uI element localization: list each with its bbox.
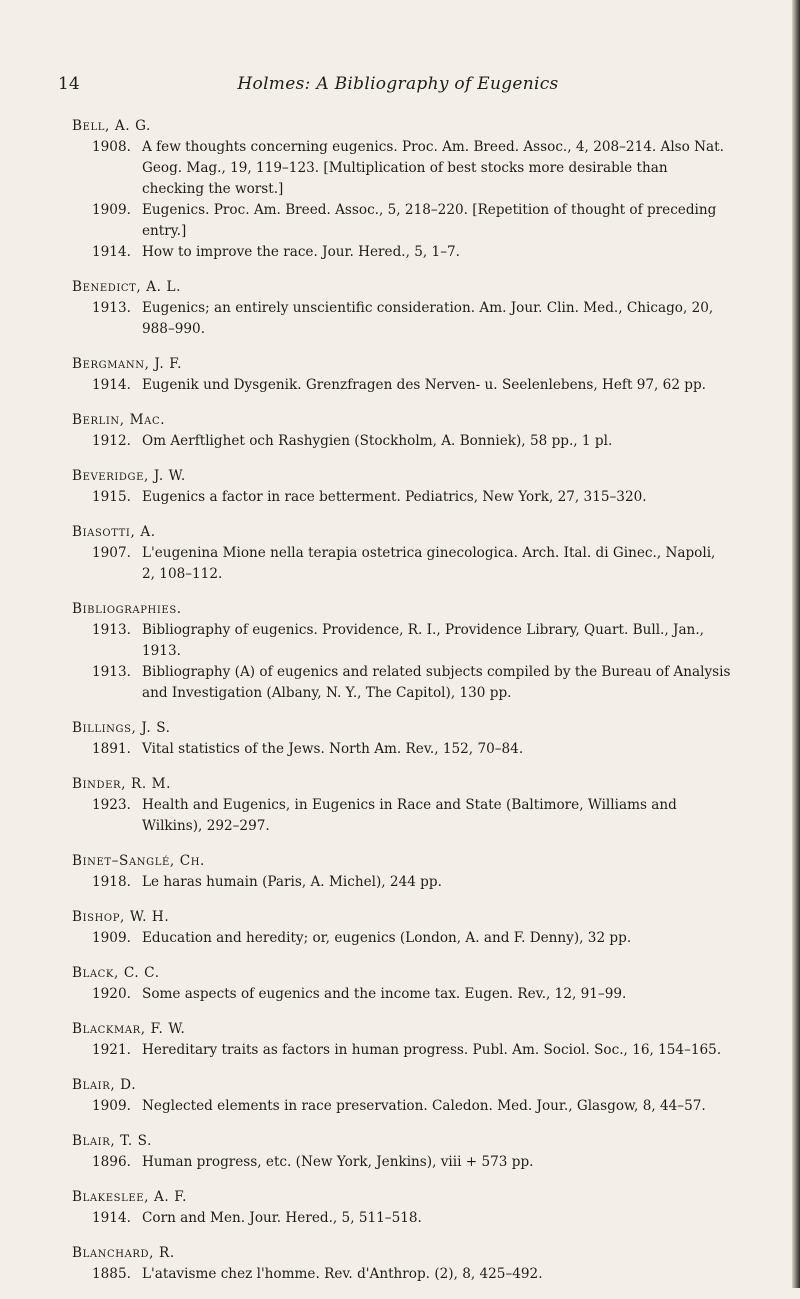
bibliography-entry — [72, 907, 732, 949]
work-year: 1920. — [92, 986, 131, 1002]
work-citation: Corn and Men. Jour. Hered., 5, 511–518. — [142, 1210, 422, 1226]
bibliography-entry — [72, 1243, 732, 1285]
work-citation: Hereditary traits as factors in human progress. Publ. Am. Sociol. Soc., 16, 154–165. — [142, 1042, 722, 1058]
entry-author: Blair, D. — [72, 1077, 137, 1093]
bibliography-entry — [72, 1131, 732, 1173]
running-title: Holmes: A Bibliography of Eugenics — [237, 74, 559, 94]
work-year: 1909. — [92, 930, 131, 946]
bibliography-entry — [72, 851, 732, 893]
work-year: 1914. — [92, 244, 131, 260]
entry-author: Berlin, Mac. — [72, 412, 166, 428]
entry-work — [92, 1264, 732, 1285]
page-edge — [792, 0, 800, 1288]
work-citation: Bibliography (A) of eugenics and related subjects compiled by the Bureau of Analysis and Investigation (Albany, N. Y., The Capitol), 130 pp. — [142, 664, 731, 701]
entry-author: Blair, T. S. — [72, 1133, 153, 1149]
work-citation: Education and heredity; or, eugenics (London, A. and F. Denny), 32 pp. — [142, 930, 632, 946]
work-year: 1918. — [92, 874, 131, 890]
work-citation: Human progress, etc. (New York, Jenkins), viii + 573 pp. — [142, 1154, 534, 1170]
work-citation: How to improve the race. Jour. Hered., 5, 1–7. — [142, 244, 460, 260]
entry-work — [92, 1040, 732, 1061]
work-year: 1915. — [92, 489, 131, 505]
entry-author: Benedict, A. L. — [72, 279, 182, 295]
work-citation: Eugenics. Proc. Am. Breed. Assoc., 5, 218–220. [Repetition of thought of preceding entry.] — [142, 202, 717, 239]
bibliography-entry — [72, 963, 732, 1005]
bibliography-entry — [72, 277, 732, 340]
page-number: 14 — [58, 74, 80, 94]
entry-work — [92, 662, 732, 704]
entry-author: Biasotti, A. — [72, 524, 156, 540]
entry-work — [92, 1152, 732, 1173]
entry-work — [92, 137, 732, 200]
work-citation: L'eugenina Mione nella terapia ostetrica ginecologica. Arch. Ital. di Ginec., Napoli, 2, 108–112. — [142, 545, 716, 582]
entry-author: Blakeslee, A. F. — [72, 1189, 188, 1205]
bibliography-entry — [72, 718, 732, 760]
entry-author: Blackmar, F. W. — [72, 1021, 186, 1037]
page-header — [58, 74, 738, 98]
work-year: 1891. — [92, 741, 131, 757]
entry-author: Binder, R. M. — [72, 776, 172, 792]
entry-work — [92, 872, 732, 893]
bibliography-entry — [72, 466, 732, 508]
work-citation: Eugenics; an entirely unscientific consideration. Am. Jour. Clin. Med., Chicago, 20, 988–990. — [142, 300, 714, 337]
bibliography-entry — [72, 410, 732, 452]
entry-work — [92, 928, 732, 949]
entry-author: Bergmann, J. F. — [72, 356, 183, 372]
work-year: 1913. — [92, 664, 131, 680]
work-year: 1913. — [92, 622, 131, 638]
bibliography-entry — [72, 1019, 732, 1061]
entry-work — [92, 375, 732, 396]
entry-work — [92, 795, 732, 837]
work-year: 1914. — [92, 1210, 131, 1226]
entry-work — [92, 1096, 732, 1117]
entry-author: Beveridge, J. W. — [72, 468, 186, 484]
work-year: 1885. — [92, 1266, 131, 1282]
bibliography-entry — [72, 599, 732, 704]
bibliography-entry — [72, 354, 732, 396]
work-citation: Some aspects of eugenics and the income tax. Eugen. Rev., 12, 91–99. — [142, 986, 627, 1002]
bibliography-entry — [72, 522, 732, 585]
work-year: 1923. — [92, 797, 131, 813]
work-year: 1896. — [92, 1154, 131, 1170]
work-year: 1913. — [92, 300, 131, 316]
entry-work — [92, 1208, 732, 1229]
work-year: 1914. — [92, 377, 131, 393]
entry-work — [92, 242, 732, 263]
work-year: 1909. — [92, 202, 131, 218]
bibliography-entry — [72, 1187, 732, 1229]
work-year: 1907. — [92, 545, 131, 561]
work-year: 1909. — [92, 1098, 131, 1114]
work-citation: Bibliography of eugenics. Providence, R. I., Providence Library, Quart. Bull., Jan., 1913. — [142, 622, 704, 659]
entry-author: Bibliographies. — [72, 601, 182, 617]
entry-author: Black, C. C. — [72, 965, 160, 981]
entry-work — [92, 298, 732, 340]
entry-work — [92, 487, 732, 508]
bibliography-entry — [72, 116, 732, 263]
entry-work — [92, 431, 732, 452]
entry-work — [92, 984, 732, 1005]
bibliography-entry — [72, 774, 732, 837]
work-citation: Vital statistics of the Jews. North Am. Rev., 152, 70–84. — [142, 741, 524, 757]
work-citation: Neglected elements in race preservation. Caledon. Med. Jour., Glasgow, 8, 44–57. — [142, 1098, 706, 1114]
work-citation: Health and Eugenics, in Eugenics in Race and State (Baltimore, Williams and Wilkins), 292–297. — [142, 797, 677, 834]
entry-author: Binet–Sanglé, Ch. — [72, 853, 205, 869]
work-year: 1908. — [92, 139, 131, 155]
work-citation: A few thoughts concerning eugenics. Proc. Am. Breed. Assoc., 4, 208–214. Also Nat. Geog. Mag., 19, 119–123. [Multiplication of best stocks more desirable than checking the worst.] — [142, 139, 724, 197]
work-year: 1921. — [92, 1042, 131, 1058]
work-citation: Om Aerftlighet och Rashygien (Stockholm, A. Bonniek), 58 pp., 1 pl. — [142, 433, 613, 449]
entry-author: Bishop, W. H. — [72, 909, 170, 925]
entry-work — [92, 543, 732, 585]
entry-work — [92, 200, 732, 242]
entry-author: Billings, J. S. — [72, 720, 171, 736]
work-year: 1912. — [92, 433, 131, 449]
bibliography-entry — [72, 1075, 732, 1117]
entry-author: Blanchard, R. — [72, 1245, 175, 1261]
entry-work — [92, 620, 732, 662]
work-citation: Eugenics a factor in race betterment. Pediatrics, New York, 27, 315–320. — [142, 489, 647, 505]
work-citation: Le haras humain (Paris, A. Michel), 244 pp. — [142, 874, 442, 890]
entry-work — [92, 739, 732, 760]
work-citation: Eugenik und Dysgenik. Grenzfragen des Nerven- u. Seelenlebens, Heft 97, 62 pp. — [142, 377, 707, 393]
entry-author: Bell, A. G. — [72, 118, 151, 134]
work-citation: L'atavisme chez l'homme. Rev. d'Anthrop. (2), 8, 425–492. — [142, 1266, 543, 1282]
bibliography-entries — [72, 116, 732, 1299]
